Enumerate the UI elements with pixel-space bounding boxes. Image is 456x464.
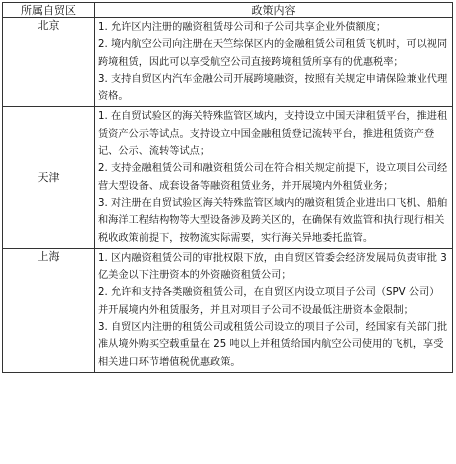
- region-cell: 天津: [3, 107, 95, 248]
- table-row-shanghai: [3, 248, 453, 372]
- policy-cell: [95, 18, 453, 107]
- policy-item: 1. 在自贸试验区的海关特殊监管区域内，支持设立中国天津租赁平台，推进租赁资产公示等试点。支持设立中国金融租赁登记流转平台，推进租赁资产登记、公示、流转等试点；: [98, 111, 448, 158]
- header-policy: 政策内容: [95, 3, 453, 18]
- policy-item: 2. 支持金融租赁公司和融资租赁公司在符合相关规定前提下，设立项目公司经营大型设备、成套设备等融资租赁业务，并开展境内外租赁业务；: [98, 163, 448, 192]
- policy-cell: [95, 107, 453, 248]
- policy-item: 3. 支持自贸区内汽车金融公司开展跨境融资，按照有关规定申请保险兼业代理资格。: [98, 73, 448, 103]
- policy-document: [2, 2, 452, 373]
- policy-item: 1. 区内融资租赁公司的审批权限下放，由自贸区管委会经济发展局负责审批 3 亿美金以下注册资本的外资融资租赁公司；: [98, 252, 447, 282]
- policy-item: 3. 自贸区内注册的租赁公司或租赁公司设立的项目子公司，经国家有关部门批准从境外购买空载重量在 25 吨以上并租赁给国内航空公司使用的飞机，享受相关进口环节增值税优惠政策。: [98, 322, 448, 368]
- header-region: 所属自贸区: [3, 3, 95, 18]
- policy-item: 1. 允许区内注册的融资租赁母公司和子公司共享企业外债额度；: [98, 22, 387, 33]
- table-row-beijing: [3, 18, 453, 107]
- policy-item: 2. 境内航空公司向注册在天竺综保区内的金融租赁公司租赁飞机时，可以视同跨境租赁，因此可以享受航空公司直接跨境租赁所享有的优惠税率；: [98, 39, 448, 68]
- policy-table: [2, 2, 453, 373]
- region-cell: 北京: [3, 18, 95, 107]
- policy-item: 3. 对注册在自贸试验区海关特殊监管区域内的融资租赁企业进出口飞机、船舶和海洋工程结构物等大型设备涉及跨关区的，在确保有效监管和执行现行相关税收政策前提下，按物流实际需要，实行海关异地委托监管。: [98, 197, 448, 244]
- table-row-tianjin: [3, 107, 453, 248]
- table-header-row: [3, 3, 453, 18]
- policy-item: 2. 允许和支持各类融资租赁公司，在自贸区内设立项目子公司（SPV 公司）并开展境内外租赁服务，并且对项目子公司不设最低注册资本金限制；: [98, 287, 440, 316]
- policy-cell: [95, 248, 453, 372]
- region-cell: 上海: [3, 248, 95, 372]
